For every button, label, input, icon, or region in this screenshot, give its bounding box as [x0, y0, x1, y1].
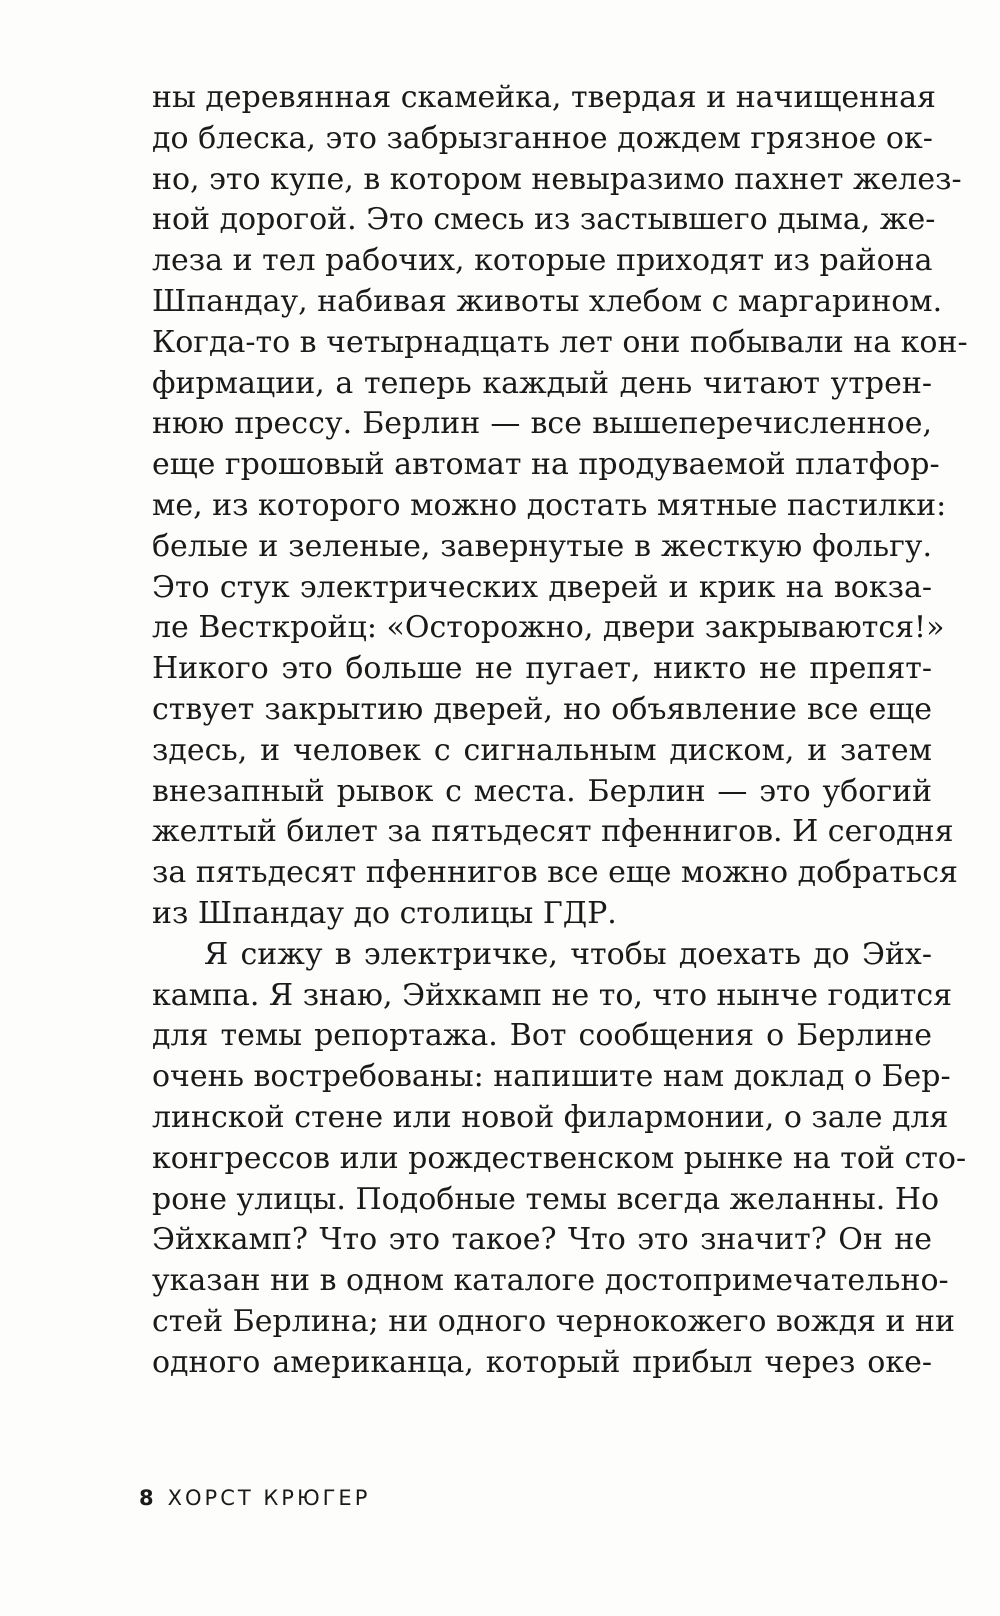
page-number: 8 [139, 1486, 154, 1510]
text-line-6: Шпандау, набивая животы хлебом с маргарином. [152, 283, 943, 319]
text-line-19: желтый билет за пятьдесят пфеннигов. И сегодня [152, 814, 954, 850]
text-line-31: стей Берлина; ни одного чернокожего вождя и ни [152, 1303, 956, 1339]
text-line-18: внезапный рывок с места. Берлин — это убогий [152, 773, 932, 809]
text-line-14: ле Весткройц: «Осторожно, двери закрываются!» [152, 610, 945, 646]
text-line-10: еще грошовый автомат на продуваемой платфор- [152, 447, 940, 483]
text-line-8: фирмации, а теперь каждый день читают утрен- [152, 365, 932, 401]
text-line-26: линской стене или новой филармонии, о зале для [152, 1099, 949, 1135]
text-line-15: Никого это больше не пугает, никто не препят- [152, 651, 932, 687]
text-line-28: роне улицы. Подобные темы всегда желанны. Но [152, 1181, 940, 1217]
text-line-20: за пятьдесят пфеннигов все еще можно добраться [152, 855, 958, 891]
text-line-24: для темы репортажа. Вот сообщения о Берлине [152, 1018, 932, 1054]
text-line-7: Когда-то в четырнадцать лет они побывали на кон- [152, 324, 968, 360]
text-line-9: нюю прессу. Берлин — все вышеперечисленное, [152, 406, 932, 442]
text-line-1: ны деревянная скамейка, твердая и начищенная [152, 80, 936, 115]
text-line-5: леза и тел рабочих, которые приходят из района [152, 243, 933, 279]
text-line-4: ной дорогой. Это смесь из застывшего дыма, же- [152, 202, 936, 238]
text-line-16: ствует закрытию дверей, но объявление все еще [152, 691, 932, 727]
text-line-3: но, это купе, в котором невыразимо пахнет желез- [152, 161, 962, 197]
running-head-author: ХОРСТ КРЮГЕР [167, 1486, 371, 1510]
body-text [152, 78, 968, 1384]
text-line-11: ме, из которого можно достать мятные пастилки: [152, 487, 947, 523]
text-line-29: Эйхкамп? Что это такое? Что это значит? Он не [152, 1222, 932, 1258]
text-line-17: здесь, и человек с сигнальным диском, и затем [152, 732, 932, 768]
text-line-32: одного американца, который прибыл через оке- [152, 1344, 932, 1380]
text-line-2: до блеска, это забрызганное дождем грязное ок- [152, 120, 933, 156]
text-line-25: очень востребованы: напишите нам доклад о Бер- [152, 1059, 951, 1095]
text-line-22: Я сижу в электричке, чтобы доехать до Эйх- [204, 936, 932, 972]
text-line-12: белые и зеленые, завернутые в жесткую фольгу. [152, 528, 932, 564]
text-line-13: Это стук электрических дверей и крик на вокза- [152, 569, 932, 605]
text-line-30: указан ни в одном каталоге достопримечательно- [152, 1263, 949, 1299]
text-line-23: кампа. Я знаю, Эйхкамп не то, что нынче годится [152, 977, 953, 1013]
text-line-21: из Шпандау до столицы ГДР. [152, 895, 617, 931]
text-line-27: конгрессов или рождественском рынке на той сто- [152, 1140, 967, 1176]
page-footer [139, 1486, 370, 1510]
